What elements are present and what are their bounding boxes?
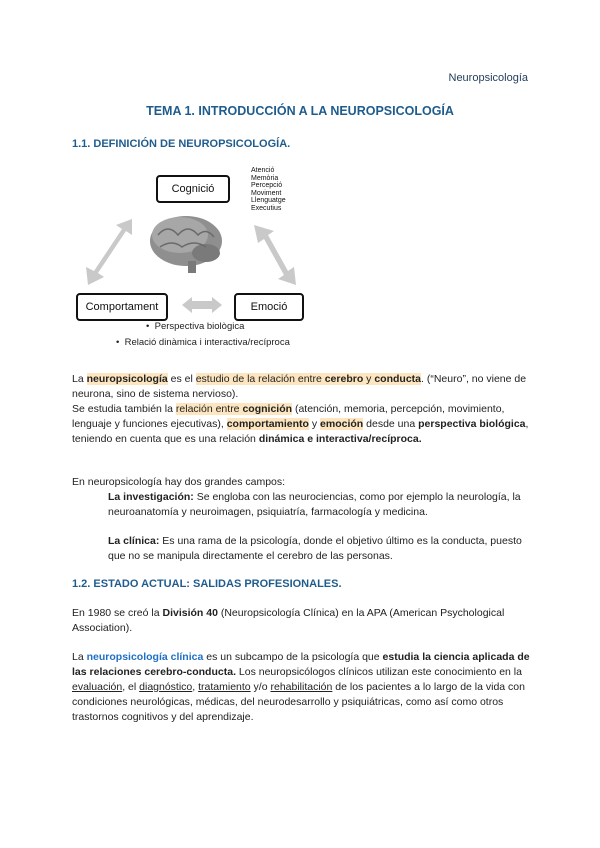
running-header: Neuropsicología (448, 72, 528, 84)
clinical-neuropsychology-paragraph: La neuropsicología clínica es un subcampo de la psicología que estudia la ciencia aplicada de las relaciones cerebro-conducta. Los neuropsicólogos clínicos utilizan este conocimiento en la evaluación, el diagnóstico, tratamiento y/o rehabilitación de los pacientes a lo largo de la vida con condiciones neurológicas, médicas, del neurodesarrollo y psiquiátricas, como así como otros trastornos cognitivos y del aprendizaje. (72, 651, 530, 723)
cognition-list: Atenció Memòria Percepció Moviment Llenguatge Executius (251, 167, 286, 212)
box-behaviour: Comportament (76, 293, 168, 321)
brain-icon (150, 216, 222, 273)
neuropsychology-diagram (76, 165, 316, 355)
page-title: TEMA 1. INTRODUCCIÓN A LA NEUROPSICOLOGÍA (146, 104, 454, 118)
diagram-bullets: • Perspectiva biològica • Relació dinàmica i interactiva/recíproca (116, 321, 290, 348)
field-research: La investigación: Se engloba con las neurociencias, como por ejemplo la neurología, la neuroanatomía y neuroimagen, psiquiatría, farmacología y medicina. (108, 491, 521, 518)
field-clinical: La clínica: Es una rama de la psicología, donde el objetivo último es la conducta, puesto que no se manipula directamente el cerebro de las personas. (108, 535, 522, 562)
box-cognition: Cognició (156, 175, 230, 203)
box-emotion: Emoció (234, 293, 304, 321)
fields-intro: En neuropsicología hay dos grandes campos: (72, 476, 286, 488)
arrow-cognition-behaviour (86, 219, 132, 285)
arrow-cognition-emotion (254, 225, 296, 285)
section-heading-1: 1.1. DEFINICIÓN DE NEUROPSICOLOGÍA. (72, 138, 291, 150)
definition-paragraph: La neuropsicología es el estudio de la relación entre cerebro y conducta. (“Neuro”, no viene de neurona, sino de sistema nervioso). Se estudia también la relación entre cognición (atención, memoria, percepción, movimiento, lenguaje y funciones ejecutivas), comportamiento y emoción desde una perspectiva biológica, teniendo en cuenta que es una relación dinámica e interactiva/recíproca. (72, 373, 529, 445)
section-heading-2: 1.2. ESTADO ACTUAL: SALIDAS PROFESIONALES. (72, 578, 342, 590)
arrow-behaviour-emotion (182, 297, 222, 313)
apa-paragraph: En 1980 se creó la División 40 (Neuropsicología Clínica) en la APA (American Psychological Association). (72, 607, 505, 634)
